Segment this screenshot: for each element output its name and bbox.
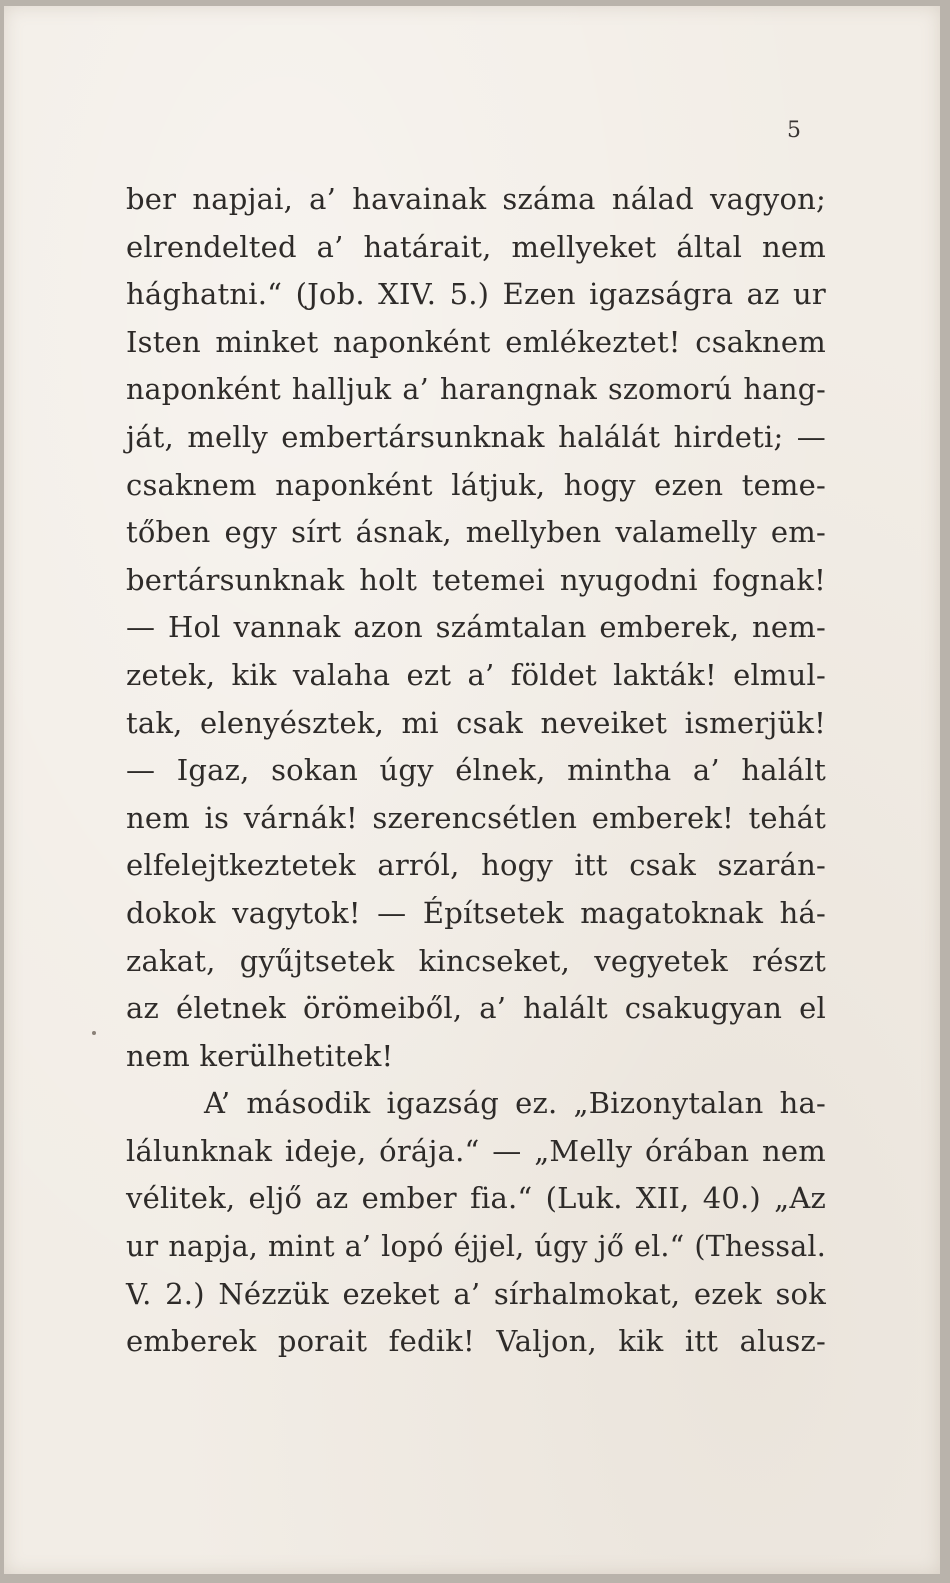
text-line: az életnek örömeiből, a’ halált csakugyan el — [126, 991, 826, 1026]
book-page — [4, 6, 940, 1574]
text-line: elfelejtkeztetek arról, hogy itt csak szarán- — [126, 848, 826, 883]
paper-speck — [92, 1031, 96, 1035]
text-line: zakat, gyűjtsetek kincseket, vegyetek részt — [126, 943, 826, 978]
text-line: csaknem naponként látjuk, hogy ezen teme- — [126, 467, 826, 502]
text-line: V. 2.) Nézzük ezeket a’ sírhalmokat, ezek sok — [126, 1276, 826, 1311]
text-line: ber napjai, a’ havainak száma nálad vagyon; — [126, 182, 826, 216]
text-line: bertársunknak holt tetemei nyugodni fognak! — [126, 562, 826, 597]
text-line: A’ második igazság ez. „Bizonytalan ha- — [204, 1086, 826, 1121]
text-line: emberek porait fedik! Valjon, kik itt alusz- — [126, 1324, 826, 1359]
text-line: nem kerülhetitek! — [126, 1038, 394, 1073]
text-line: ur napja, mint a’ lopó éjjel, úgy jő el.“ (Thessal. — [126, 1230, 826, 1264]
body-text — [126, 176, 826, 1366]
text-line: tőben egy sírt ásnak, mellyben valamelly em- — [126, 515, 826, 550]
text-line: zetek, kik valaha ezt a’ földet lakták! elmul- — [126, 657, 826, 692]
text-line: ját, melly embertársunknak halálát hirdeti; — — [126, 419, 826, 454]
text-line: hághatni.“ (Job. XIV. 5.) Ezen igazságra az ur — [126, 277, 826, 312]
text-line: tak, elenyésztek, mi csak neveiket ismerjük! — [126, 705, 826, 740]
text-line: Isten minket naponként emlékeztet! csaknem — [126, 324, 826, 359]
text-line: vélitek, eljő az ember fia.“ (Luk. XII, 40.) „Az — [126, 1181, 826, 1216]
text-line: elrendelted a’ határait, mellyeket által nem — [126, 229, 826, 264]
page-number: 5 — [787, 118, 801, 143]
text-line: nem is várnák! szerencsétlen emberek! tehát — [126, 800, 826, 835]
text-line: dokok vagytok! — Építsetek magatoknak há- — [126, 895, 826, 930]
text-line: lálunknak ideje, órája.“ — „Melly órában nem — [126, 1133, 826, 1168]
text-line: naponként halljuk a’ harangnak szomorú hang- — [126, 373, 826, 407]
text-line: — Igaz, sokan úgy élnek, mintha a’ halált — [126, 753, 826, 788]
text-line: — Hol vannak azon számtalan emberek, nem- — [126, 610, 826, 645]
